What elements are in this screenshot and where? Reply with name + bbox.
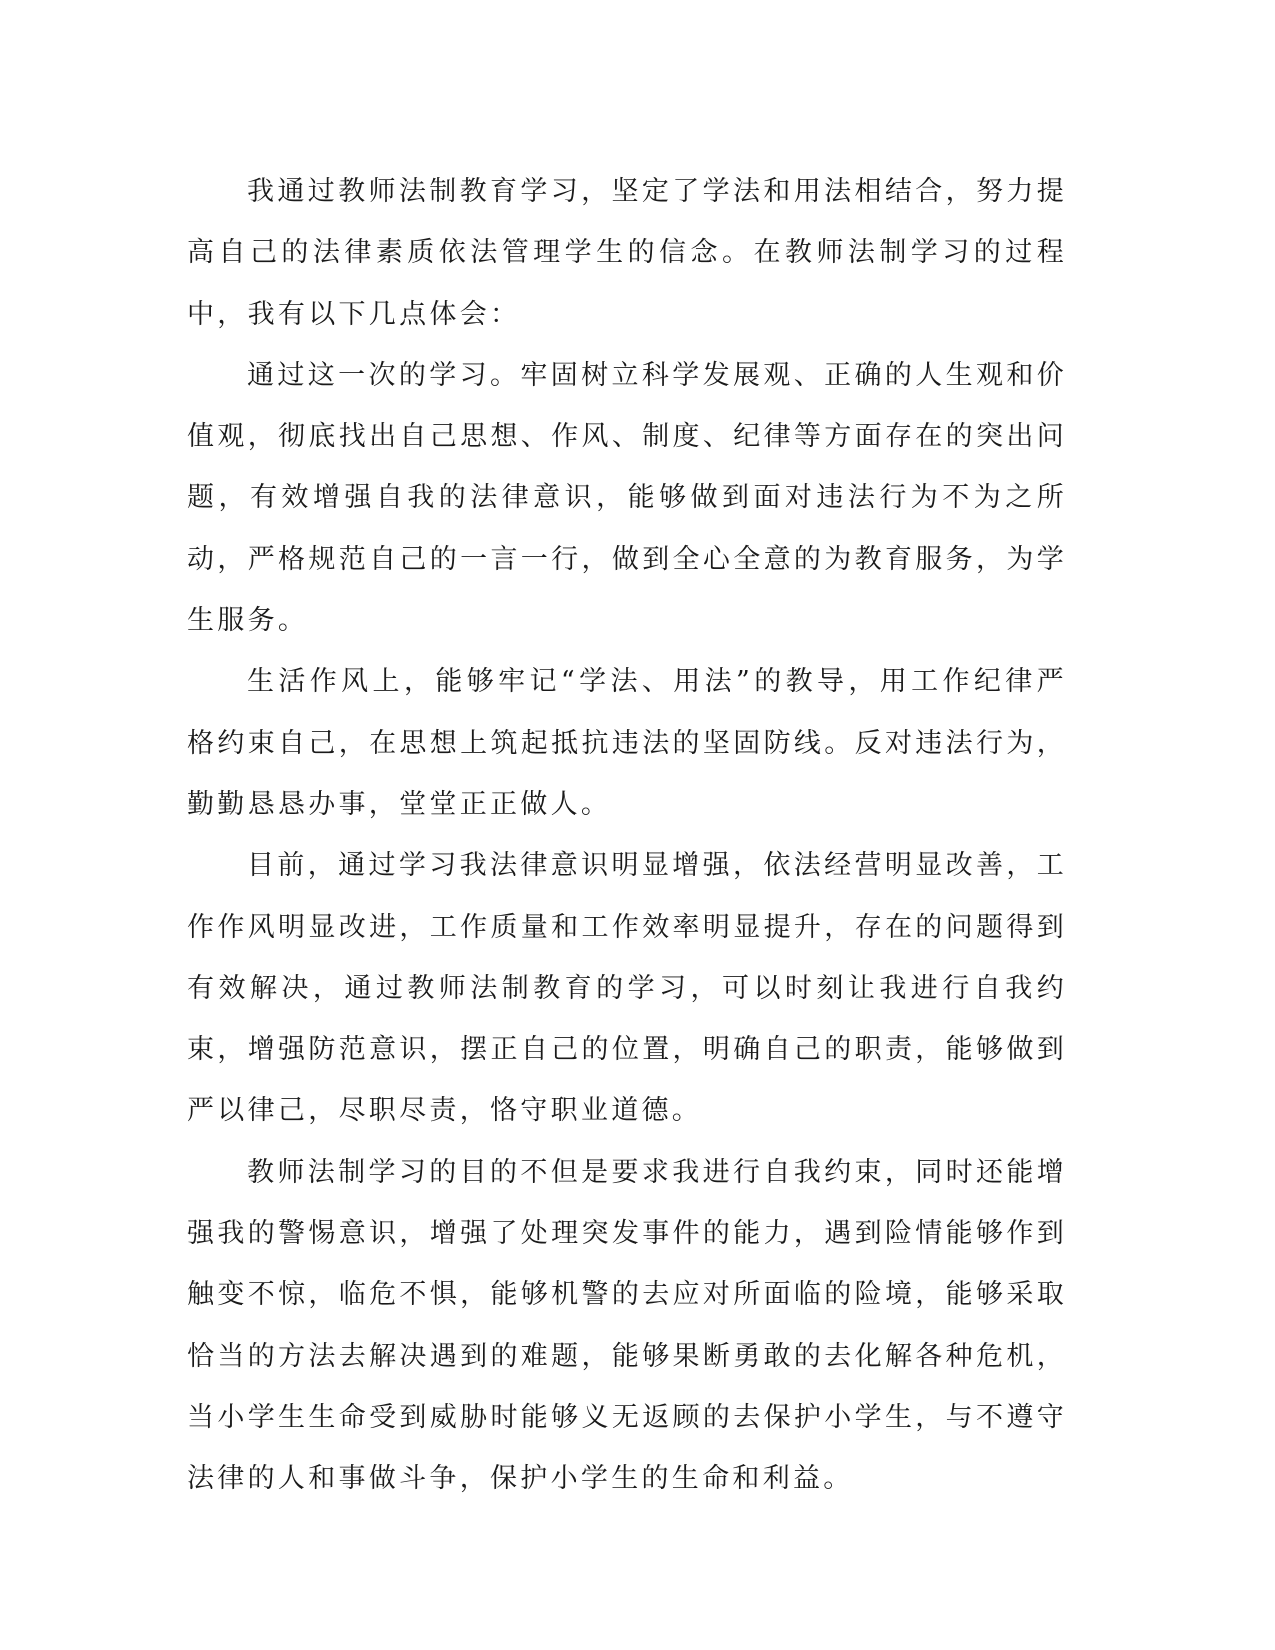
document-body — [187, 161, 1067, 1510]
paragraph-intro: 我通过教师法制教育学习，坚定了学法和用法相结合，努力提高自己的法律素质依法管理学生的信念。在教师法制学习的过程中，我有以下几点体会： — [187, 176, 1067, 330]
paragraph-study-outlook: 通过这一次的学习。牢固树立科学发展观、正确的人生观和价值观，彻底找出自己思想、作风、制度、纪律等方面存在的突出问题，有效增强自我的法律意识，能够做到面对违法行为不为之所动，严格规范自己的一言一行，做到全心全意的为教育服务，为学生服务。 — [187, 359, 1067, 637]
paragraph-purpose: 教师法制学习的目的不但是要求我进行自我约束，同时还能增强我的警惕意识，增强了处理突发事件的能力，遇到险情能够作到触变不惊，临危不惧，能够机警的去应对所面临的险境，能够采取恰当的方法去解决遇到的难题，能够果断勇敢的去化解各种危机，当小学生生命受到威胁时能够义无返顾的去保护小学生，与不遵守法律的人和事做斗争，保护小学生的生命和利益。 — [187, 1156, 1067, 1495]
paragraph-life-style: 生活作风上，能够牢记“学法、用法”的教导，用工作纪律严格约束自己，在思想上筑起抵抗违法的坚固防线。反对违法行为，勤勤恳恳办事，堂堂正正做人。 — [187, 666, 1067, 820]
paragraph-current-results: 目前，通过学习我法律意识明显增强，依法经营明显改善，工作作风明显改进，工作质量和工作效率明显提升，存在的问题得到有效解决，通过教师法制教育的学习，可以时刻让我进行自我约束，增强防范意识，摆正自己的位置，明确自己的职责，能够做到严以律己，尽职尽责，恪守职业道德。 — [187, 850, 1067, 1127]
